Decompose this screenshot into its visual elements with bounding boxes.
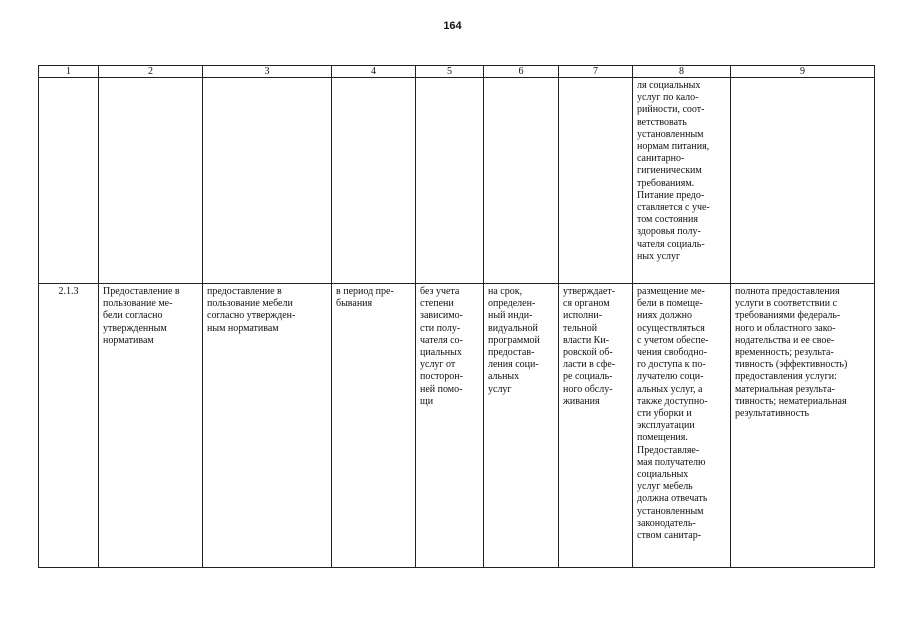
table-cell: предоставление в пользование мебели согласно утвержден- ным нормативам <box>203 284 332 568</box>
table-cell: в период пре- бывания <box>332 284 416 568</box>
column-header: 9 <box>731 66 875 78</box>
services-table <box>38 65 875 568</box>
table-cell: полнота предоставления услуги в соответствии с требованиями федераль- ного и областного зако- нодательства и ее свое- временность; результа- тивность (эффективность) предоставления услуги: материальная результа- тивность; нематериальная результативность <box>731 284 875 568</box>
table-cell: утверждает- ся органом исполни- тельной власти Ки- ровской об- ласти в сфе- ре социаль- ного обслу- живания <box>559 284 633 568</box>
table-cell: размещение ме- бели в помеще- ниях должно осуществляться с учетом обеспе- чения свободно- го доступа к по- лучателю соци- альных услуг, а также доступно- сти уборки и эксплуатации помещения. Предоставляе- мая получателю социальных услуг мебель должна отвечать установленным законодатель- ством санитар- <box>633 284 731 568</box>
table-cell: ля социальных услуг по кало- рийности, соот- ветствовать установленным нормам питания, санитарно- гигиеническим требованиям. Питание предо- ставляется с уче- том состояния здоровья полу- чателя социаль- ных услуг <box>633 78 731 284</box>
page-number: 164 <box>443 20 462 32</box>
table-cell: 2.1.3 <box>39 284 99 568</box>
column-header: 6 <box>484 66 559 78</box>
column-header: 5 <box>416 66 484 78</box>
table-cell <box>559 78 633 284</box>
table-cell: на срок, определен- ный инди- видуальной программой предостав- ления соци- альных услуг <box>484 284 559 568</box>
table-cell <box>332 78 416 284</box>
column-header: 7 <box>559 66 633 78</box>
column-header: 3 <box>203 66 332 78</box>
column-header: 8 <box>633 66 731 78</box>
table-row <box>39 284 875 568</box>
table-cell: Предоставление в пользование ме- бели согласно утвержденным нормативам <box>99 284 203 568</box>
table-cell <box>416 78 484 284</box>
table-cell <box>484 78 559 284</box>
column-header: 4 <box>332 66 416 78</box>
table-cell <box>99 78 203 284</box>
table-cell <box>39 78 99 284</box>
column-number-header-row <box>39 66 875 78</box>
table-cell <box>203 78 332 284</box>
column-header: 2 <box>99 66 203 78</box>
column-header: 1 <box>39 66 99 78</box>
table-cell: без учета степени зависимо- сти полу- чателя со- циальных услуг от посторон- ней помо- щи <box>416 284 484 568</box>
table-cell <box>731 78 875 284</box>
table-row <box>39 78 875 284</box>
